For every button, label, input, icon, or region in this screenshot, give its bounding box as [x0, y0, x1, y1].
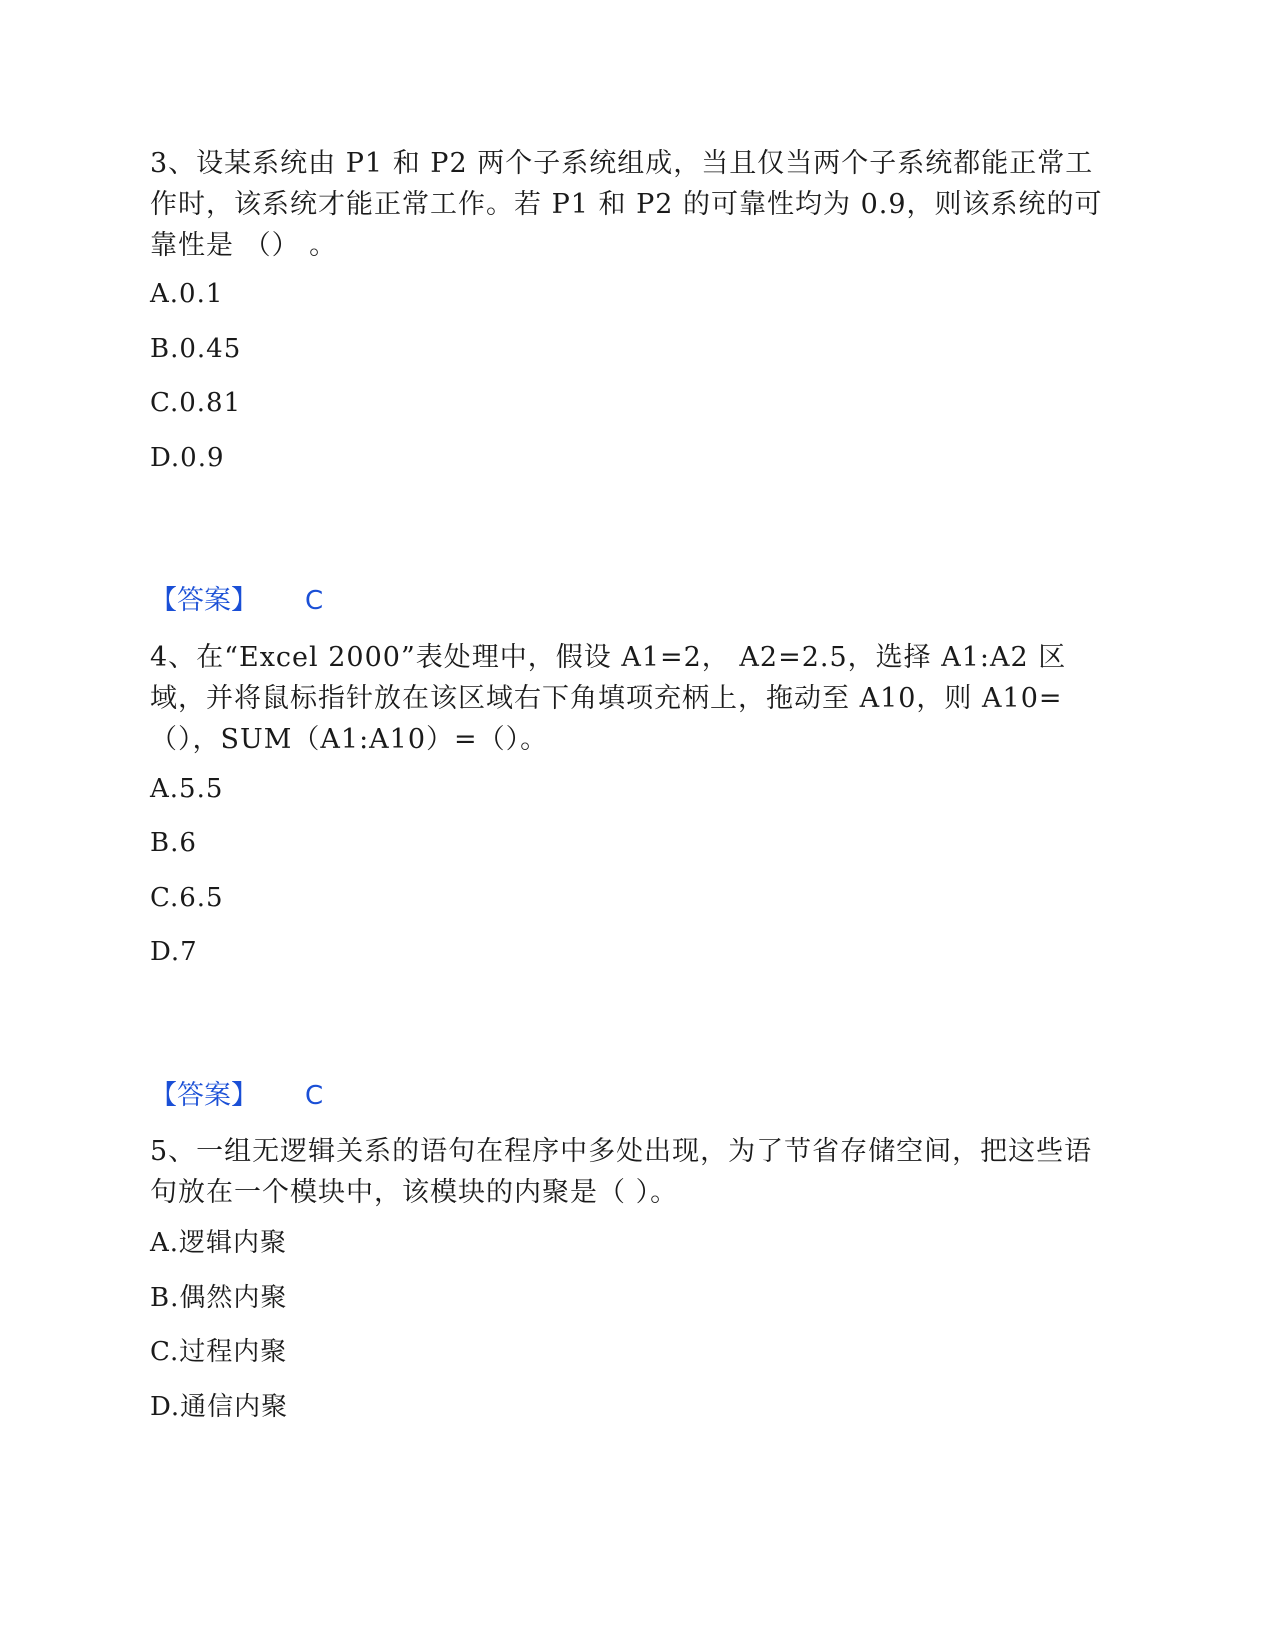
question-3-option-c: C.0.81 — [150, 388, 242, 418]
question-3-answer — [150, 585, 323, 617]
question-3-option-d: D.0.9 — [150, 443, 225, 473]
question-3-option-a: A.0.1 — [150, 279, 224, 309]
question-5-stem: 5、一组无逻辑关系的语句在程序中多处出现，为了节省存储空间，把这些语句放在一个模块中，该模块的内聚是（ ）。 — [150, 1136, 1093, 1208]
question-4-option-b: B.6 — [150, 828, 197, 858]
question-4-option-a: A.5.5 — [150, 774, 224, 804]
answer-value: C — [305, 586, 324, 616]
question-3-stem: 3、设某系统由 P1 和 P2 两个子系统组成，当且仅当两个子系统都能正常工作时，该系统才能正常工作。若 P1 和 P2 的可靠性均为 0.9，则该系统的可靠性是 （） 。 — [150, 148, 1103, 261]
question-5-option-c: C.过程内聚 — [150, 1337, 288, 1367]
answer-value: C — [305, 1081, 324, 1111]
question-5-option-b: B.偶然内聚 — [150, 1283, 288, 1313]
answer-label: 【答案】 — [150, 1080, 258, 1111]
question-4-stem: 4、在“Excel 2000”表处理中，假设 A1=2， A2=2.5，选择 A1:A2 区域，并将鼠标指针放在该区域右下角填项充柄上，拖动至 A10，则 A10=（），SUM（A1:A10）=（）。 — [150, 642, 1067, 755]
question-3-option-b: B.0.45 — [150, 334, 242, 364]
answer-label: 【答案】 — [150, 585, 258, 616]
question-4-option-d: D.7 — [150, 937, 198, 967]
question-5-option-d: D.通信内聚 — [150, 1392, 289, 1422]
question-5-option-a: A.逻辑内聚 — [150, 1228, 288, 1258]
question-4-option-c: C.6.5 — [150, 883, 224, 913]
question-4-answer — [150, 1080, 323, 1112]
